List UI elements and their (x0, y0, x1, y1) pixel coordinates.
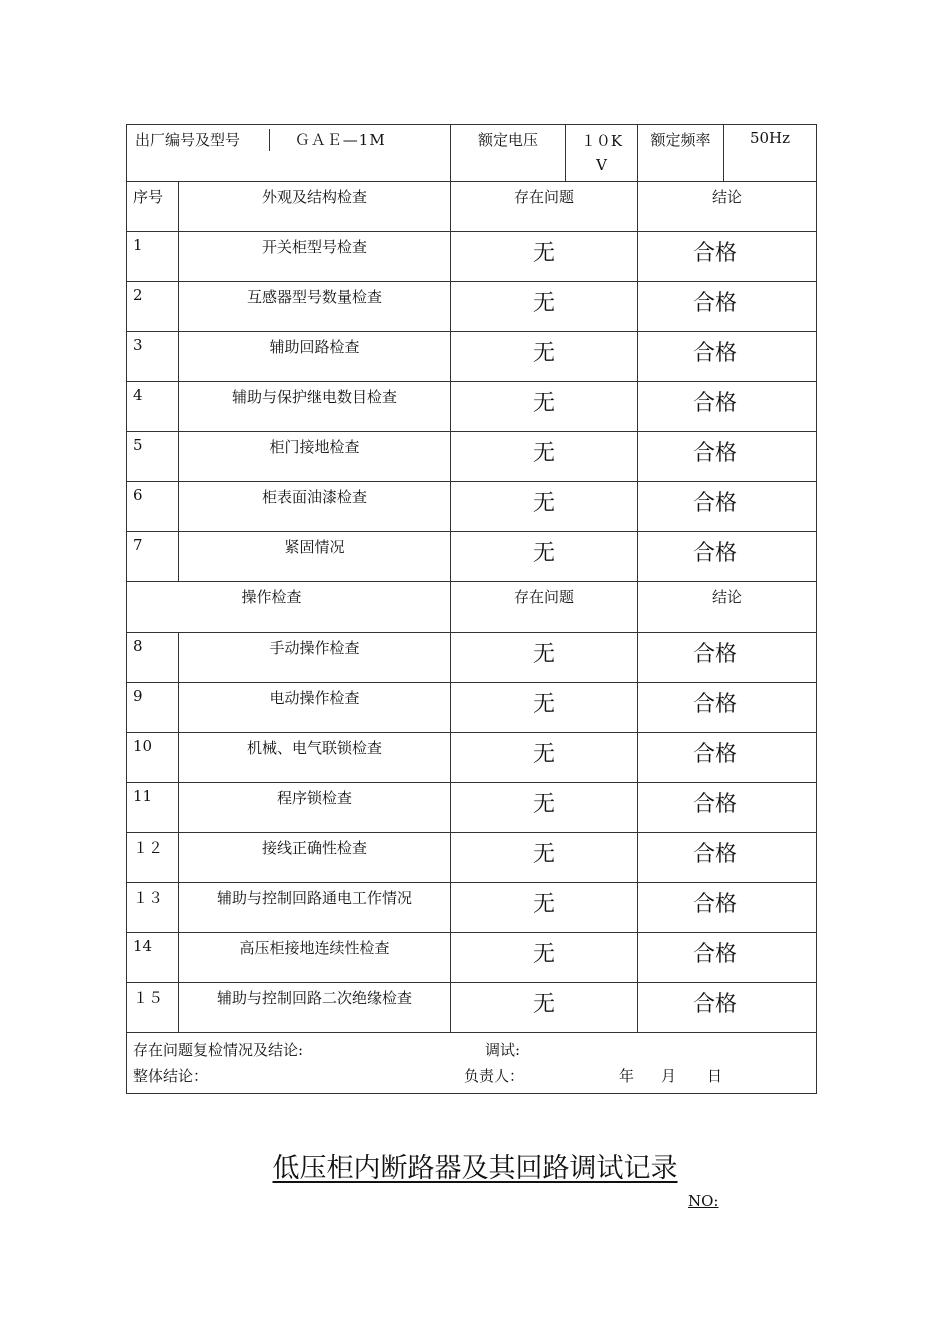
row-number: 7 (127, 532, 179, 582)
row-number: 9 (127, 683, 179, 733)
voltage-value: １０KV (566, 125, 638, 182)
row-result: 合格 (638, 883, 817, 933)
row-issue: 无 (451, 883, 638, 933)
row-issue: 无 (451, 382, 638, 432)
row-result: 合格 (638, 332, 817, 382)
year-label: 年 (619, 1067, 635, 1085)
row-result: 合格 (638, 833, 817, 883)
row-number: 4 (127, 382, 179, 432)
document-title: 低压柜内断路器及其回路调试记录 (272, 1153, 678, 1184)
test-record-table (126, 124, 817, 1094)
row-number: １２ (127, 833, 179, 883)
col-result-header-2: 结论 (638, 582, 817, 633)
row-issue: 无 (451, 683, 638, 733)
debug-label: 调试: (485, 1041, 521, 1059)
month-label: 月 (661, 1067, 677, 1085)
row-number: １３ (127, 883, 179, 933)
row-number: 14 (127, 933, 179, 983)
row-item: 手动操作检查 (179, 633, 451, 683)
row-number: 5 (127, 432, 179, 482)
row-issue: 无 (451, 733, 638, 783)
row-issue: 无 (451, 833, 638, 883)
section2-header-row (127, 582, 817, 633)
col-issue-header-2: 存在问题 (451, 582, 638, 633)
table-row (127, 733, 817, 783)
row-item: 互感器型号数量检查 (179, 282, 451, 332)
row-result: 合格 (638, 232, 817, 282)
row-issue: 无 (451, 282, 638, 332)
table-row (127, 683, 817, 733)
table-row (127, 382, 817, 432)
section1-header-row (127, 182, 817, 232)
row-result: 合格 (638, 733, 817, 783)
voltage-label: 额定电压 (451, 125, 566, 182)
header-row (127, 125, 817, 182)
serial-label: 出厂编号及型号 (135, 129, 270, 151)
row-result: 合格 (638, 933, 817, 983)
row-result: 合格 (638, 683, 817, 733)
overall-label: 整体结论： (133, 1067, 209, 1085)
table-row (127, 833, 817, 883)
row-result: 合格 (638, 983, 817, 1033)
row-item: 辅助与控制回路通电工作情况 (179, 883, 451, 933)
row-number: 6 (127, 482, 179, 532)
table-row (127, 633, 817, 683)
row-result: 合格 (638, 432, 817, 482)
record-number-label: NO: (688, 1192, 719, 1210)
serial-cell (127, 125, 451, 182)
row-issue: 无 (451, 783, 638, 833)
row-result: 合格 (638, 382, 817, 432)
table-row (127, 983, 817, 1033)
row-item: 辅助回路检查 (179, 332, 451, 382)
col-item-header: 外观及结构检查 (179, 182, 451, 232)
footer-row (127, 1033, 817, 1094)
row-result: 合格 (638, 482, 817, 532)
day-label: 日 (707, 1067, 723, 1085)
row-number: 11 (127, 783, 179, 833)
table-row (127, 332, 817, 382)
row-item: 机械、电气联锁检查 (179, 733, 451, 783)
row-item: 开关柜型号检查 (179, 232, 451, 282)
row-issue: 无 (451, 633, 638, 683)
table-row (127, 482, 817, 532)
row-item: 程序锁检查 (179, 783, 451, 833)
row-item: 辅助与控制回路二次绝缘检查 (179, 983, 451, 1033)
col-result-header: 结论 (638, 182, 817, 232)
footer-line-1 (133, 1037, 810, 1063)
row-number: １５ (127, 983, 179, 1033)
footer-line-2 (133, 1063, 810, 1089)
table-row (127, 232, 817, 282)
row-result: 合格 (638, 282, 817, 332)
row-item: 辅助与保护继电数目检查 (179, 382, 451, 432)
table-row (127, 432, 817, 482)
row-issue: 无 (451, 532, 638, 582)
row-issue: 无 (451, 482, 638, 532)
col-issue-header: 存在问题 (451, 182, 638, 232)
table-row (127, 532, 817, 582)
row-number: 8 (127, 633, 179, 683)
row-item: 接线正确性检查 (179, 833, 451, 883)
row-item: 柜表面油漆检查 (179, 482, 451, 532)
row-number: 1 (127, 232, 179, 282)
row-number: 2 (127, 282, 179, 332)
frequency-value: 50Hz (724, 125, 817, 182)
row-number: 3 (127, 332, 179, 382)
recheck-label: 存在问题复检情况及结论: (133, 1041, 304, 1059)
frequency-label: 额定频率 (638, 125, 724, 182)
footer-cell (127, 1033, 817, 1094)
row-result: 合格 (638, 633, 817, 683)
table-row (127, 933, 817, 983)
operation-check-header: 操作检查 (127, 582, 451, 633)
row-item: 柜门接地检查 (179, 432, 451, 482)
owner-label: 负责人： (464, 1067, 525, 1085)
row-result: 合格 (638, 532, 817, 582)
row-issue: 无 (451, 983, 638, 1033)
row-number: 10 (127, 733, 179, 783)
col-no-header: 序号 (127, 182, 179, 232)
table-row (127, 783, 817, 833)
table-row (127, 883, 817, 933)
table-row (127, 282, 817, 332)
row-issue: 无 (451, 933, 638, 983)
serial-value: ＧＡＥ—1M (294, 131, 386, 149)
row-result: 合格 (638, 783, 817, 833)
row-issue: 无 (451, 332, 638, 382)
row-issue: 无 (451, 432, 638, 482)
row-item: 电动操作检查 (179, 683, 451, 733)
row-item: 高压柜接地连续性检查 (179, 933, 451, 983)
row-issue: 无 (451, 232, 638, 282)
row-item: 紧固情况 (179, 532, 451, 582)
